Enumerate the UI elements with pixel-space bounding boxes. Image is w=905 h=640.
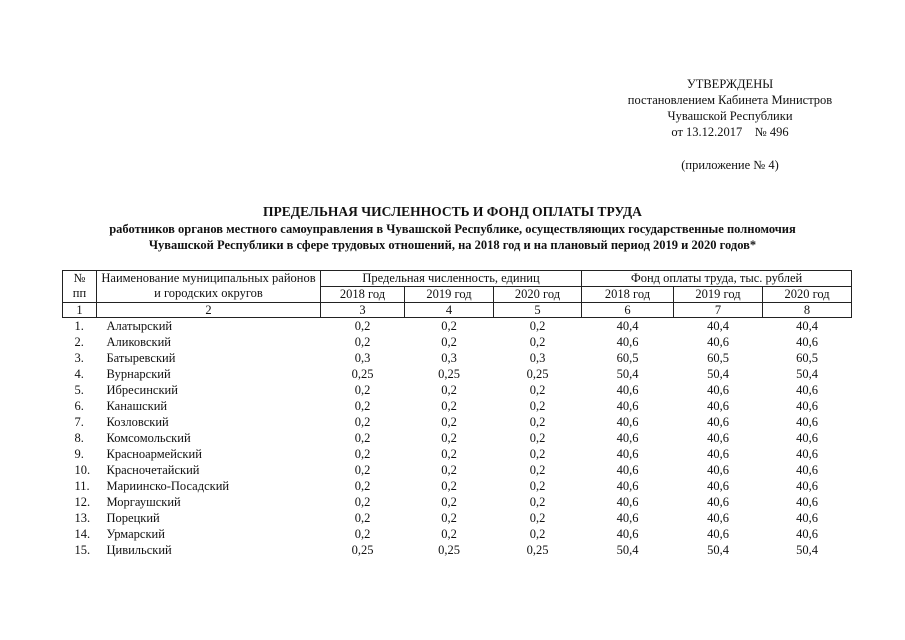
fund-2019: 50,4 <box>707 543 729 557</box>
count-2020: 0,2 <box>529 479 546 493</box>
fund-2018: 40,6 <box>616 479 639 493</box>
district-name: Красночетайский <box>106 463 200 477</box>
fund-2019: 40,6 <box>707 527 729 541</box>
row-number: 7. <box>74 415 84 429</box>
fund-2020: 40,6 <box>796 399 818 413</box>
header-year: 2019 год <box>674 287 763 303</box>
count-2019: 0,2 <box>441 319 457 333</box>
table-row <box>63 318 852 335</box>
fund-2018: 40,6 <box>616 383 639 397</box>
header-row-indices <box>63 303 852 318</box>
table-row <box>63 398 852 414</box>
fund-2020: 40,6 <box>796 479 818 493</box>
header-year: 2019 год <box>405 287 494 303</box>
title-main: ПРЕДЕЛЬНАЯ ЧИСЛЕННОСТЬ И ФОНД ОПЛАТЫ ТРУДА <box>263 204 642 219</box>
count-2019: 0,2 <box>441 335 457 349</box>
count-2018: 0,2 <box>354 383 371 397</box>
table-row <box>63 382 852 398</box>
count-2020: 0,25 <box>526 367 549 381</box>
table-row <box>63 494 852 510</box>
table-header <box>63 271 852 318</box>
fund-2020: 60,5 <box>796 351 818 365</box>
fund-2020: 40,6 <box>796 463 818 477</box>
fund-2018: 40,6 <box>616 495 639 509</box>
district-name: Алатырский <box>106 319 173 333</box>
count-2020: 0,2 <box>529 415 546 429</box>
fund-2020: 40,6 <box>796 447 818 461</box>
count-2020: 0,2 <box>529 527 546 541</box>
fund-2019: 40,6 <box>707 479 729 493</box>
table-row <box>63 414 852 430</box>
approval-issuer: постановлением Кабинета Министров <box>627 93 833 107</box>
row-number: 8. <box>74 431 84 445</box>
count-2019: 0,2 <box>441 495 457 509</box>
title-subtitle-line2: Чувашской Республики в сфере трудовых отношений, на 2018 год и на плановый период 2019 и 2020 годов* <box>148 238 757 252</box>
header-year: 2018 год <box>321 287 405 303</box>
table-row <box>63 366 852 382</box>
count-2019: 0,2 <box>441 415 457 429</box>
count-2020: 0,3 <box>529 351 546 365</box>
district-name: Порецкий <box>106 511 160 525</box>
title-subtitle-line1: работников органов местного самоуправления в Чувашской Республике, осуществляющих государственные полномочия <box>109 222 796 236</box>
header-group-fund: Фонд оплаты труда, тыс. рублей <box>582 271 852 287</box>
table-body <box>63 318 852 559</box>
row-number: 15. <box>74 543 91 557</box>
fund-2020: 40,6 <box>796 527 818 541</box>
header-year: 2018 год <box>582 287 674 303</box>
table-row <box>63 350 852 366</box>
fund-2020: 40,6 <box>796 511 818 525</box>
count-2019: 0,2 <box>441 463 457 477</box>
table-row <box>63 446 852 462</box>
fund-2018: 40,6 <box>616 399 639 413</box>
district-name: Ибресинский <box>106 383 178 397</box>
approval-spacer <box>560 140 900 157</box>
row-number: 14. <box>74 527 91 541</box>
approval-title: УТВЕРЖДЕНЫ <box>686 77 774 91</box>
count-2018: 0,25 <box>351 367 374 381</box>
fund-2018: 40,6 <box>616 511 639 525</box>
table-row <box>63 542 852 558</box>
district-name: Комсомольский <box>106 431 191 445</box>
row-number: 9. <box>74 447 84 461</box>
count-2018: 0,2 <box>354 447 371 461</box>
table-row <box>63 510 852 526</box>
count-2019: 0,2 <box>441 383 457 397</box>
fund-2018: 40,4 <box>616 319 639 333</box>
column-index: 7 <box>674 303 763 318</box>
fund-2018: 60,5 <box>616 351 639 365</box>
column-index: 2 <box>97 303 321 318</box>
fund-2019: 40,6 <box>707 511 729 525</box>
approval-republic: Чувашской Республики <box>667 109 793 123</box>
appendix-label: (приложение № 4) <box>681 158 779 172</box>
count-2019: 0,2 <box>441 527 457 541</box>
count-2018: 0,2 <box>354 415 371 429</box>
count-2019: 0,2 <box>441 399 457 413</box>
count-2018: 0,25 <box>351 543 374 557</box>
document-title <box>0 203 905 253</box>
count-2018: 0,2 <box>354 463 371 477</box>
fund-2019: 60,5 <box>707 351 729 365</box>
row-number: 11. <box>74 479 90 493</box>
fund-2019: 40,6 <box>707 399 729 413</box>
fund-2019: 40,6 <box>707 431 729 445</box>
row-number: 1. <box>74 319 84 333</box>
row-number: 2. <box>74 335 84 349</box>
district-name: Красноармейский <box>106 447 202 461</box>
count-2020: 0,2 <box>529 431 546 445</box>
approval-block <box>560 76 900 173</box>
district-name: Урмарский <box>106 527 165 541</box>
count-2018: 0,2 <box>354 319 371 333</box>
count-2020: 0,2 <box>529 383 546 397</box>
row-number: 3. <box>74 351 84 365</box>
approval-date-number: от 13.12.2017 № 496 <box>671 125 789 139</box>
fund-2020: 40,6 <box>796 431 818 445</box>
district-name: Канашский <box>106 399 168 413</box>
fund-2019: 40,6 <box>707 447 729 461</box>
count-2018: 0,2 <box>354 511 371 525</box>
count-2019: 0,25 <box>438 367 460 381</box>
fund-2019: 40,6 <box>707 415 729 429</box>
count-2020: 0,25 <box>526 543 549 557</box>
fund-2019: 40,6 <box>707 495 729 509</box>
count-2018: 0,2 <box>354 527 371 541</box>
district-name: Мариинско-Посадский <box>106 479 230 493</box>
fund-2020: 40,4 <box>796 319 818 333</box>
fund-2018: 40,6 <box>616 527 639 541</box>
fund-2020: 40,6 <box>796 415 818 429</box>
fund-2018: 40,6 <box>616 415 639 429</box>
row-number: 10. <box>74 463 91 477</box>
count-2019: 0,2 <box>441 511 457 525</box>
limits-table <box>62 270 852 558</box>
fund-2020: 40,6 <box>796 335 818 349</box>
row-number: 13. <box>74 511 91 525</box>
table-row <box>63 526 852 542</box>
row-number: 4. <box>74 367 84 381</box>
count-2019: 0,2 <box>441 447 457 461</box>
header-group-count: Предельная численность, единиц <box>321 271 582 287</box>
fund-2019: 50,4 <box>707 367 729 381</box>
count-2020: 0,2 <box>529 335 546 349</box>
count-2020: 0,2 <box>529 463 546 477</box>
column-index: 1 <box>63 303 97 318</box>
count-2018: 0,2 <box>354 399 371 413</box>
table-row <box>63 334 852 350</box>
table-row <box>63 462 852 478</box>
column-index: 4 <box>405 303 494 318</box>
count-2018: 0,2 <box>354 479 371 493</box>
row-number: 6. <box>74 399 84 413</box>
table-row <box>63 430 852 446</box>
fund-2018: 50,4 <box>616 367 639 381</box>
count-2019: 0,3 <box>441 351 457 365</box>
header-year: 2020 год <box>763 287 852 303</box>
fund-2020: 50,4 <box>796 543 818 557</box>
district-name: Аликовский <box>106 335 171 349</box>
header-name: Наименование муниципальных районов и городских округов <box>97 271 321 303</box>
district-name: Батыревский <box>106 351 176 365</box>
fund-2018: 40,6 <box>616 463 639 477</box>
district-name: Цивильский <box>106 543 172 557</box>
count-2018: 0,3 <box>354 351 371 365</box>
fund-2019: 40,6 <box>707 383 729 397</box>
column-index: 6 <box>582 303 674 318</box>
column-index: 5 <box>494 303 582 318</box>
district-name: Козловский <box>106 415 169 429</box>
fund-2018: 40,6 <box>616 447 639 461</box>
fund-2018: 40,6 <box>616 335 639 349</box>
count-2020: 0,2 <box>529 319 546 333</box>
count-2020: 0,2 <box>529 495 546 509</box>
table-row <box>63 478 852 494</box>
row-number: 5. <box>74 383 84 397</box>
header-row-groups <box>63 271 852 287</box>
header-year: 2020 год <box>494 287 582 303</box>
district-name: Вурнарский <box>106 367 171 381</box>
count-2020: 0,2 <box>529 447 546 461</box>
fund-2019: 40,6 <box>707 463 729 477</box>
district-name: Моргаушский <box>106 495 181 509</box>
count-2020: 0,2 <box>529 511 546 525</box>
fund-2018: 40,6 <box>616 431 639 445</box>
fund-2019: 40,4 <box>707 319 729 333</box>
fund-2020: 40,6 <box>796 495 818 509</box>
column-index: 8 <box>763 303 852 318</box>
count-2019: 0,25 <box>438 543 460 557</box>
count-2018: 0,2 <box>354 335 371 349</box>
count-2019: 0,2 <box>441 431 457 445</box>
count-2018: 0,2 <box>354 431 371 445</box>
fund-2020: 50,4 <box>796 367 818 381</box>
column-index: 3 <box>321 303 405 318</box>
header-number: № пп <box>63 271 97 303</box>
fund-2020: 40,6 <box>796 383 818 397</box>
fund-2018: 50,4 <box>616 543 639 557</box>
count-2020: 0,2 <box>529 399 546 413</box>
fund-2019: 40,6 <box>707 335 729 349</box>
count-2018: 0,2 <box>354 495 371 509</box>
count-2019: 0,2 <box>441 479 457 493</box>
row-number: 12. <box>74 495 91 509</box>
